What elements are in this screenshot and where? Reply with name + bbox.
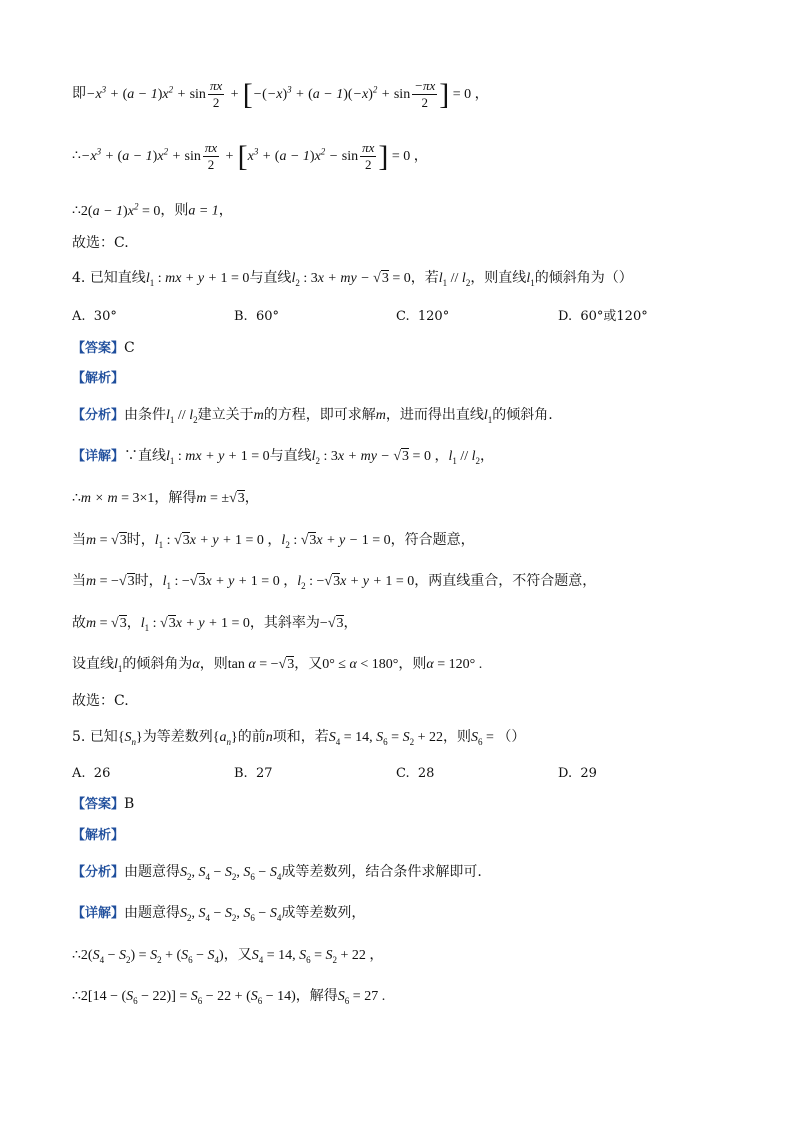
therefore-symbol: ∴ [72,202,81,219]
set-sn: $\{S_n\}$ [117,730,143,747]
option-value: 120° [417,309,450,324]
text: 的倾斜角为 [122,656,193,672]
q5-step-3 [72,986,385,1011]
text: ，进而得出直线 [385,407,484,423]
line-ref: $l_1$ [114,657,123,674]
condition: $l_1 // l_2$ [166,408,198,425]
therefore-symbol: ∴ [72,490,81,506]
slope: −√3 [319,616,344,631]
text: 与直线 [269,448,312,464]
line-l2: $l_2$ : 3x + my − √3 = 0 ，$l_1 // l_2$， [311,449,495,466]
q5-detail [72,903,365,928]
therefore-symbol: ∴ [72,147,81,164]
q5-answer [72,794,134,815]
analysis-tag: 【解析】 [72,371,125,386]
text: 建立关于 [197,407,254,423]
text: ，解得 [295,988,338,1004]
prev-choice: 故选：C. [72,235,129,251]
answer-tag: 【答案】 [72,341,125,356]
q4-fenxi [72,405,553,430]
option-label: A. [72,766,86,781]
q4-detail [72,446,494,471]
q4-answer [72,338,135,359]
option-label: D. [558,766,573,781]
text: 时， [126,532,155,548]
option-value: 29 [580,766,597,781]
option-value: 60° [255,309,279,324]
therefore-symbol: ∴ [72,988,81,1004]
option-c[interactable] [396,307,449,327]
q4-step-5: 故m = √3，$l_1$ : √3x + y + 1 = 0，其斜率为−√3， [72,615,358,633]
solution-line-1 [72,78,489,111]
fenxi-tag: 【分析】 [72,408,125,423]
equation: $-x^3 + (a - 1)x^2 + \sin$ $\frac{\pi x}{2}$ + [$x^3 + (a - 1)x^2 - \sin$ $\frac{\pi x}{2}$ ] = 0 ， [80,139,428,173]
stem-text: ，若 [410,270,439,286]
text: 当 [72,573,86,589]
text: ，解得 [154,490,197,506]
text: 故 [72,615,86,631]
option-d[interactable] [558,764,597,784]
detail-tag: 【详解】 [72,449,125,464]
text: 由条件 [124,407,167,423]
range: 0° ≤ α < 180° [322,657,399,672]
target: $S_6$ = [470,730,498,747]
text: ，又 [223,947,252,963]
alpha: α [192,657,200,672]
option-a[interactable] [72,307,117,327]
q4-analysis-tag [72,368,124,389]
stem-text: 项和，若 [272,729,329,745]
option-value: 30° [93,309,117,324]
text: 设直线 [72,656,114,672]
q4-step-2: ∴m × m = 3×1，解得m = ±√3， [72,490,259,506]
equations: $l_1$ : −√3x + y + 1 = 0 ，$l_2$ : −√3x + y + 1 = 0 [162,574,415,591]
parallel-condition: $l_1 // l_2$ [438,271,471,288]
stem-text: 与直线 [249,270,292,286]
case: m = −√3 [86,574,135,589]
q5-fenxi [72,862,482,887]
question-number: 5. [72,729,86,745]
detail-tag: 【详解】 [72,906,125,921]
stem-text: 为等差数列 [142,729,213,745]
line-prefix: 即 [72,85,86,102]
text: ，两直线重合，不符合题意， [414,573,597,589]
option-label: D. [558,309,573,324]
text: 成等差数列，结合条件求解即可. [281,864,482,880]
stem-text: （） [497,729,526,745]
case: m = √3 [86,533,127,548]
sequence-terms: $S_2$, $S_4 - S_2$, $S_6 - S_4$ [180,906,282,923]
var-n: n [265,730,273,745]
equations: m = √3，$l_1$ : √3x + y + 1 = 0 [86,616,250,633]
option-b[interactable] [234,764,273,784]
text: 的方程，即可求解 [263,407,376,423]
result: a = 1 [188,203,219,219]
condition: $S_4 = 14$, $S_6 = S_2 + 22$ [328,730,443,747]
answer-value: B [124,796,135,812]
equation: $2(a - 1)x^2 = 0$ [80,201,161,219]
option-a[interactable] [72,764,110,784]
q4-stem [72,268,633,293]
stem-text: 已知直线 [89,270,146,286]
line-l1: $l_1$ : mx + y + 1 = 0 [166,449,270,466]
solution-line-3: ∴2(a − $1)x^2 = 0$，则a = 1， [72,201,233,219]
option-label: B. [234,766,248,781]
line-ref: $l_1$ [483,408,493,425]
answer-tag: 【答案】 [72,797,125,812]
then-text: ，则 [160,202,189,219]
var-m: m [375,408,386,423]
stem-text: 的前 [237,729,266,745]
option-value: 27 [255,766,273,781]
text: 成等差数列， [281,905,366,921]
option-label: B. [234,309,248,324]
equation: m × m = 3×1 [80,491,155,506]
q4-step-4 [72,571,596,596]
option-label: A. [72,309,86,324]
option-d[interactable] [558,307,648,327]
text: 的倾斜角. [492,407,553,423]
q5-step-2 [72,945,383,970]
text: ∵直线 [124,448,167,464]
stem-text: ，则直线 [470,270,527,286]
analysis-tag: 【解析】 [72,828,125,843]
equation: $-x^3 + (a - 1)x^2 + \sin$ $\frac{\pi x}{2}$ + [$-(-x)^3 + (a - 1)(-x)^2 + \sin$ $\frac{-\pi x}{2}$ ] = 0 ， [86,77,489,111]
text: ，又 [294,656,323,672]
q4-choice: 故选：C. [72,693,129,709]
option-value: 28 [417,766,435,781]
option-c[interactable] [396,764,434,784]
text: 时， [134,573,163,589]
q5-stem [72,727,525,752]
var-m: m [253,408,264,423]
q5-analysis-tag [72,825,124,846]
text: 由题意得 [124,864,181,880]
text: 由题意得 [124,905,181,921]
stem-text: 的倾斜角为（） [534,270,633,286]
fenxi-tag: 【分析】 [72,865,125,880]
question-number: 4. [72,270,86,286]
equations: $l_1$ : √3x + y + 1 = 0 ，$l_2$ : √3x + y − 1 = 0 [154,533,391,550]
sequence-terms: $S_2$, $S_4 - S_2$, $S_6 - S_4$ [180,865,282,882]
option-value: 26 [93,766,111,781]
option-label: C. [396,309,410,324]
set-an: $\{a_n\}$ [212,730,238,747]
solution: m = ±√3 [196,491,245,506]
equation: $2(S_4 - S_2) = S_2 + (S_6 - S_4)$ [80,948,224,965]
option-value: 60°或120° [580,309,648,324]
solution-line-2 [72,140,428,173]
option-b[interactable] [234,307,279,327]
line-l1: $l_1$ : mx + y + 1 = 0 [145,271,250,288]
stem-text: 已知 [89,729,118,745]
answer-value: C [124,340,135,356]
stem-text: ，则 [442,729,471,745]
therefore-symbol: ∴ [72,947,81,963]
option-label: C. [396,766,410,781]
text: ，符合题意， [390,532,475,548]
tan-eq: tan α = −√3 [227,657,295,672]
condition: $S_4 = 14$, $S_6 = S_2 + 22$ ， [251,948,384,965]
text: ，则 [398,656,427,672]
line-l2: $l_2$ : 3x + my − √3 = 0 [291,271,411,288]
result: $S_6 = 27$ . [337,989,386,1006]
text: ，则 [199,656,228,672]
equation: $2[14 - (S_6 - 22)] = S_6 - 22 + (S_6 - 14)$ [80,989,296,1006]
q4-step-6 [72,654,482,679]
text: ，其斜率为 [249,615,320,631]
q4-step-3 [72,530,475,555]
angle-result: α = 120° . [426,657,483,672]
text: 当 [72,532,86,548]
line-ref: $l_1$ [526,271,535,288]
